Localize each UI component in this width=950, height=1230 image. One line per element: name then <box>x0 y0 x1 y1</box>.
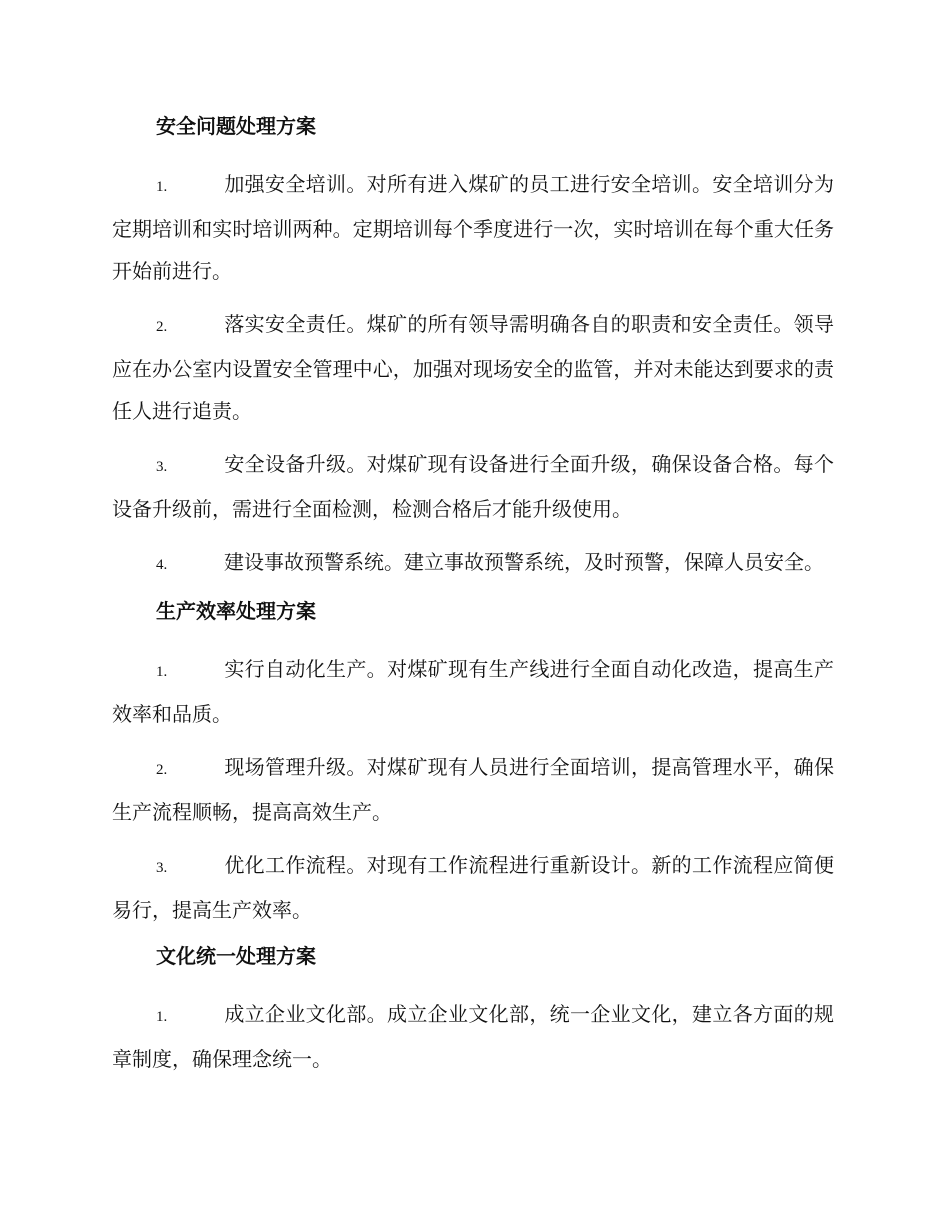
list-item <box>112 746 834 833</box>
list-item <box>112 541 834 586</box>
section-heading: 安全问题处理方案 <box>156 114 316 138</box>
list-item <box>112 443 834 530</box>
item-text: 现场管理升级。对煤矿现有人员进行全面培训，提高管理水平，确保生产流程顺畅，提高高效生产。 <box>112 755 834 824</box>
item-text: 实行自动化生产。对煤矿现有生产线进行全面自动化改造，提高生产效率和品质。 <box>112 657 834 726</box>
item-number: 1. <box>156 179 168 195</box>
item-text: 落实安全责任。煤矿的所有领导需明确各自的职责和安全责任。领导应在办公室内设置安全管理中心，加强对现场安全的监管，并对未能达到要求的责任人进行追责。 <box>112 312 834 423</box>
item-text: 安全设备升级。对煤矿现有设备进行全面升级，确保设备合格。每个设备升级前，需进行全面检测，检测合格后才能升级使用。 <box>112 452 834 521</box>
item-number: 3. <box>156 860 168 876</box>
item-number: 4. <box>156 557 168 573</box>
item-number: 1. <box>156 664 168 680</box>
item-number: 3. <box>156 459 168 475</box>
item-text: 成立企业文化部。成立企业文化部，统一企业文化，建立各方面的规章制度，确保理念统一。 <box>112 1002 834 1071</box>
section-heading: 文化统一处理方案 <box>156 944 316 968</box>
item-text: 建设事故预警系统。建立事故预警系统，及时预警，保障人员安全。 <box>224 550 824 574</box>
list-item <box>112 163 834 292</box>
item-number: 2. <box>156 762 168 778</box>
item-number: 1. <box>156 1009 168 1025</box>
section-heading: 生产效率处理方案 <box>156 599 316 623</box>
list-item <box>112 844 834 931</box>
item-text: 加强安全培训。对所有进入煤矿的员工进行安全培训。安全培训分为定期培训和实时培训两种。定期培训每个季度进行一次，实时培训在每个重大任务开始前进行。 <box>112 172 834 283</box>
item-number: 2. <box>156 319 168 335</box>
item-text: 优化工作流程。对现有工作流程进行重新设计。新的工作流程应简便易行，提高生产效率。 <box>112 853 834 922</box>
list-item <box>112 993 834 1080</box>
document-page <box>112 112 834 1091</box>
list-item <box>112 303 834 432</box>
list-item <box>112 648 834 735</box>
